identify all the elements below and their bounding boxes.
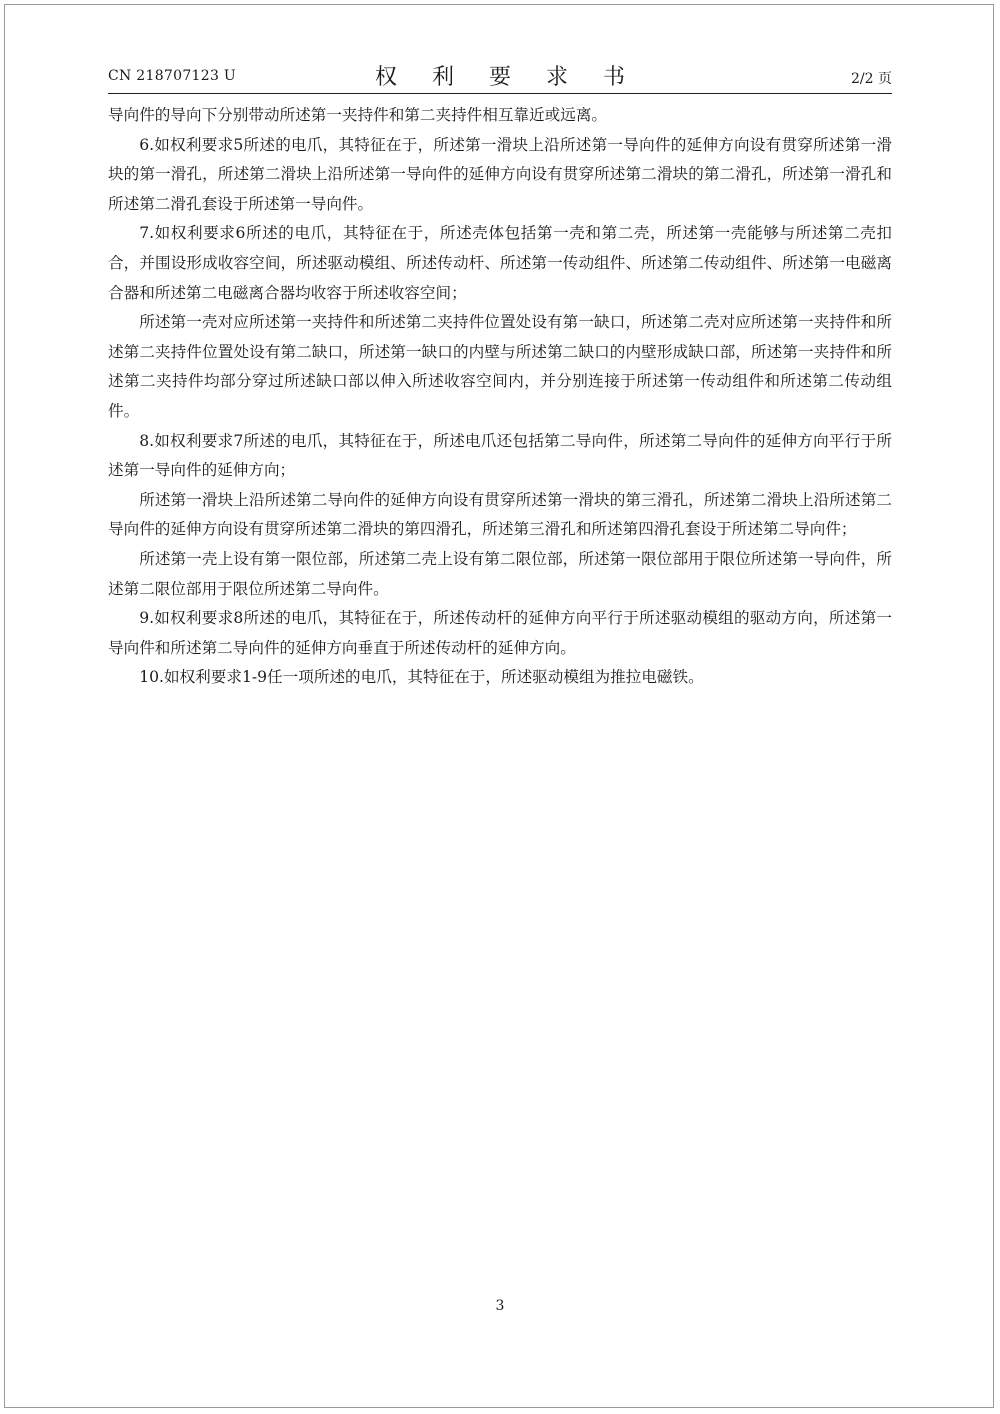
claim-paragraph: 7.如权利要求6所述的电爪，其特征在于，所述壳体包括第一壳和第二壳，所述第一壳能够与所述第二壳扣合，并围设形成收容空间，所述驱动模组、所述传动杆、所述第一传动组件、所述第二传动组件、所述第一电磁离合器和所述第二电磁离合器均收容于所述收容空间； [108,224,892,302]
publication-number: CN 218707123 U [108,68,237,84]
claim-paragraph: 6.如权利要求5所述的电爪，其特征在于，所述第一滑块上沿所述第一导向件的延伸方向设有贯穿所述第一滑块的第一滑孔，所述第二滑块上沿所述第一导向件的延伸方向设有贯穿所述第二滑块的第二滑孔，所述第一滑孔和所述第二滑孔套设于所述第一导向件。 [108,135,892,213]
header-divider [108,93,892,94]
claim-paragraph: 所述第一壳对应所述第一夹持件和所述第二夹持件位置处设有第一缺口，所述第二壳对应所述第一夹持件和所述第二夹持件位置处设有第二缺口，所述第一缺口的内壁与所述第二缺口的内壁形成缺口部，所述第一夹持件和所述第二夹持件均部分穿过所述缺口部以伸入所述收容空间内，并分别连接于所述第一传动组件和所述第二传动组件。 [108,313,892,420]
claim-paragraph: 10.如权利要求1-9任一项所述的电爪，其特征在于，所述驱动模组为推拉电磁铁。 [139,668,704,687]
claims-body [108,101,892,693]
page-counter: 2/2 页 [851,71,892,87]
claim-paragraph: 所述第一壳上设有第一限位部，所述第二壳上设有第二限位部，所述第一限位部用于限位所述第一导向件，所述第二限位部用于限位所述第二导向件。 [108,549,892,598]
claim-paragraph: 所述第一滑块上沿所述第二导向件的延伸方向设有贯穿所述第一滑块的第三滑孔，所述第二滑块上沿所述第二导向件的延伸方向设有贯穿所述第二滑块的第四滑孔，所述第三滑孔和所述第四滑孔套设于所述第二导向件； [108,490,892,539]
document-title: 权 利 要 求 书 [375,65,639,90]
page-number: 3 [495,1298,505,1314]
claim-paragraph: 9.如权利要求8所述的电爪，其特征在于，所述传动杆的延伸方向平行于所述驱动模组的驱动方向，所述第一导向件和所述第二导向件的延伸方向垂直于所述传动杆的延伸方向。 [108,609,892,657]
page-header [108,60,892,90]
claim-paragraph: 导向件的导向下分别带动所述第一夹持件和第二夹持件相互靠近或远离。 [108,106,608,124]
claim-paragraph: 8.如权利要求7所述的电爪，其特征在于，所述电爪还包括第二导向件，所述第二导向件的延伸方向平行于所述第一导向件的延伸方向； [108,431,892,480]
